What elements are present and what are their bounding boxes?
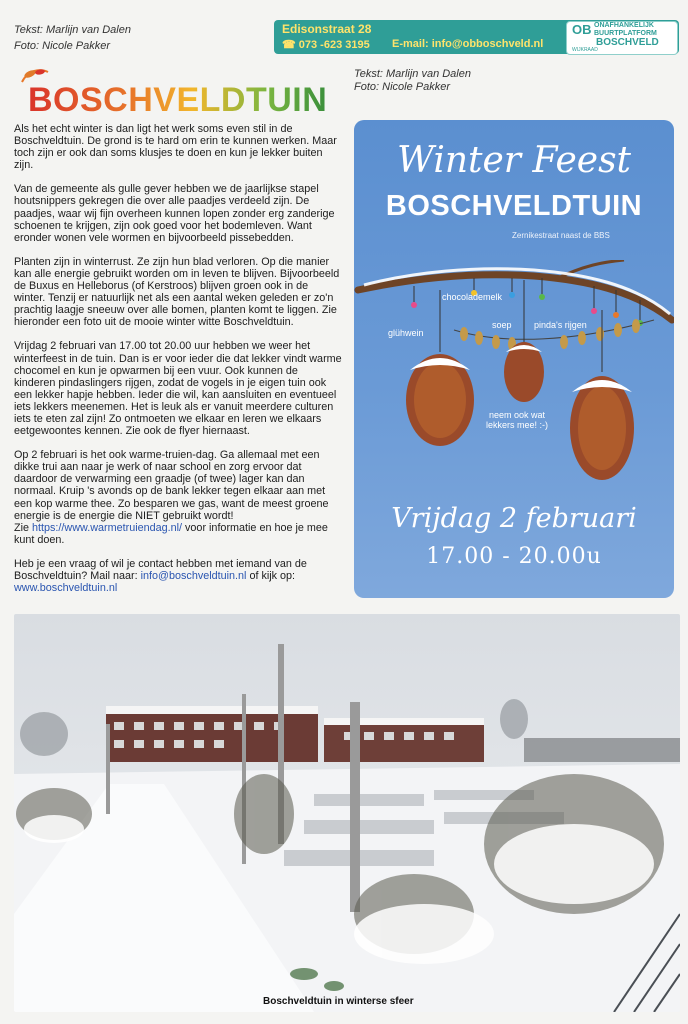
flyer-heading: Winter Feest xyxy=(396,140,632,181)
phone-text: ☎ 073 -623 3195 xyxy=(282,39,370,51)
flyer-credits xyxy=(354,68,471,94)
logo-small: WIJKRAAD xyxy=(572,47,598,53)
paragraph-2: Van de gemeente als gulle gever hebben we de jaarlijkse stapel houtsnippers gekregen die over alle paadjes verdeeld zijn. De paadjes, waar wij fijn overheen kunnen lopen zonder erg zanderige schoenen te krijgen, zijn ook goed voor het bodemleven. Want eronder wonen vele wormen en bijvoorbeeld pissebedden. xyxy=(14,183,335,244)
author-credit-right: Tekst: Marlijn van Dalen xyxy=(354,68,471,80)
flyer-date: Vrijdag 2 februari xyxy=(391,503,637,534)
label-gluhwein: glühwein xyxy=(388,328,424,338)
label-pindas: pinda's rijgen xyxy=(534,320,587,330)
article-body xyxy=(14,123,342,606)
author-credit: Tekst: Marlijn van Dalen xyxy=(14,24,131,36)
label-soep: soep xyxy=(492,320,512,330)
pine-cone-left-icon xyxy=(406,290,474,446)
paragraph-6 xyxy=(14,558,342,594)
paragraph-6-pre: Heb je een vraag of wil je contact hebben met iemand van de Boschveldtuin? Mail naar: xyxy=(14,557,307,582)
paragraph-5-post: voor informatie en hoe je mee kunt doen. xyxy=(14,521,328,546)
logo-name: BOSCHVELD xyxy=(596,37,659,48)
winter-feest-flyer xyxy=(354,120,674,598)
snowy-garden-image xyxy=(14,614,680,1012)
warmetruiendag-link[interactable]: https://www.warmetruiendag.nl/ xyxy=(32,521,183,534)
logo-letters: OB xyxy=(572,22,592,37)
paragraph-3: Planten zijn in winterrust. Ze zijn hun blad verloren. Op die manier kan alle energie gebruikt worden om in leven te blijven. Bijvoorbeeld de Buxus en Helleborus (of Kerstroos) blijven groen ook in de winter. Tenzij er natuurlijk net als een aantal weken geleden er zo'n prachtig laagje sneeuw over alle bomen, planten komt te liggen. Zie hieronder een foto uit de mooie winter witte Boschveldtuin. xyxy=(14,255,340,329)
logo-line-1: ONAFHANKELIJK xyxy=(594,22,654,29)
branch-icon xyxy=(358,275,672,320)
photo-caption: Boschveldtuin in winterse sfeer xyxy=(263,996,414,1007)
flyer-time: 17.00 - 20.00u xyxy=(426,544,602,569)
flyer-subtitle: Zernikestraat naast de BBS xyxy=(512,231,610,240)
email-text[interactable]: E-mail: info@obboschveld.nl xyxy=(392,38,544,50)
page-title: BOSCHVELDTUIN xyxy=(28,81,328,119)
flyer-title: BOSCHVELDTUIN xyxy=(385,190,643,222)
paragraph-5-pre: Zie xyxy=(14,521,29,534)
website-link[interactable]: www.boschveldtuin.nl xyxy=(14,582,118,595)
label-neem-line-2: lekkers mee! :-) xyxy=(486,420,549,430)
paragraph-5-text: Op 2 februari is het ook warme-truien-dag. Ga allemaal met een dikke trui aan naar je werk of naar school en zorg ervoor dat daardoor de verwarming een graadje (of twee) lager kan dan normaal. Kruip 's avonds op de bank lekker tegen elkaar aan met een kop warme thee. Zo besparen we gas, want de meest groene energie is de energie die NIET gebruikt wordt! xyxy=(14,449,329,522)
label-neem-mee xyxy=(486,410,548,430)
header-credits xyxy=(14,22,131,54)
mail-link[interactable]: info@boschveldtuin.nl xyxy=(140,570,247,582)
label-chocolademelk: chocolademelk xyxy=(442,292,503,302)
photo-credit-right: Foto: Nicole Pakker xyxy=(354,81,450,93)
garden-photo xyxy=(14,614,680,1012)
paragraph-6-mid: of kijk op: xyxy=(249,570,296,582)
logo-tagline xyxy=(594,22,657,38)
paragraph-4: Vrijdag 2 februari van 17.00 tot 20.00 uur hebben we weer het winterfeest in de tuin. Dan is er voor ieder die dat lekker vindt warme chocomel en kun je opwarmen bij een vuur. Ook kunnen de kinderen pindaslingers rijgen, zodat de vogels in je eigen tuin ook een lekker hapje hebben. Ieder die wil, kan aansluiten en eventueel iets lekkers meenemen. Het is leuk als er vanuit meerdere culturen iets te eten zal zijn! Zo ontmoeten we elkaar en leren we elkaars eetgewoontes kennen. Zie ook de flyer hiernaast. xyxy=(14,340,342,438)
label-neem-line-1: neem ook wat xyxy=(488,410,546,420)
photo-credit: Foto: Nicole Pakker xyxy=(14,40,110,52)
paragraph-5 xyxy=(14,449,342,546)
flyer-illustration xyxy=(354,260,674,510)
logo-line-2: BUURTPLATFORM xyxy=(594,30,657,37)
address-text: Edisonstraat 28 xyxy=(282,22,372,36)
paragraph-1: Als het echt winter is dan ligt het werk soms even stil in de Boschveldtuin. De grond is te hard om erin te kunnen werken. Maar toch zijn er ook dan soms klusjes te doen en kun je lekker buiten zijn. xyxy=(14,123,337,172)
